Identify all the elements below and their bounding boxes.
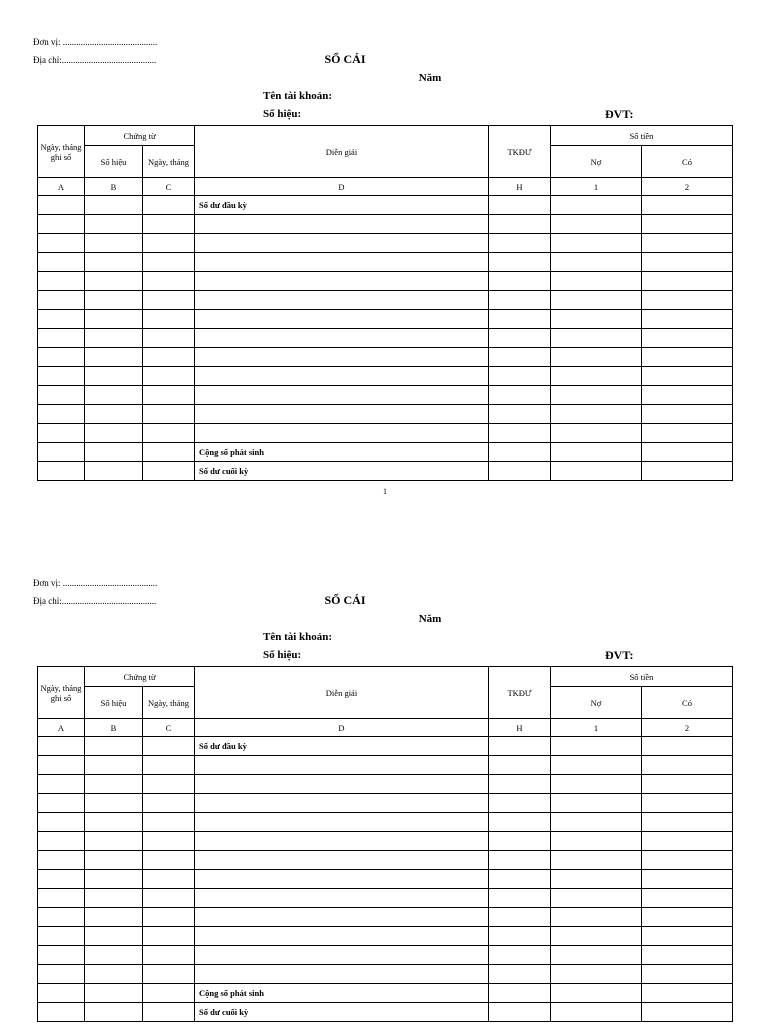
table-cell xyxy=(143,984,195,1003)
table-row xyxy=(38,851,733,870)
address-label: Địa chỉ:.......................................... xyxy=(33,596,157,606)
table-cell xyxy=(489,832,551,851)
table-cell xyxy=(642,965,733,984)
table-cell xyxy=(489,310,551,329)
table-cell xyxy=(642,234,733,253)
table-cell xyxy=(642,348,733,367)
table-cell xyxy=(85,386,143,405)
table-cell xyxy=(489,367,551,386)
header-chung-tu: Chứng từ xyxy=(85,667,195,687)
table-cell xyxy=(38,984,85,1003)
table-cell xyxy=(38,927,85,946)
table-cell xyxy=(551,253,642,272)
table-cell xyxy=(143,234,195,253)
header-ngay-ghi-so: Ngày, tháng ghi sổ xyxy=(38,667,85,719)
table-cell xyxy=(642,946,733,965)
table-cell xyxy=(642,291,733,310)
table-row xyxy=(38,272,733,291)
header-tkdu: TKĐƯ xyxy=(489,126,551,178)
table-cell xyxy=(85,737,143,756)
table-cell xyxy=(38,443,85,462)
table-cell xyxy=(551,386,642,405)
table-cell xyxy=(143,310,195,329)
page-number: 1 xyxy=(383,487,387,496)
table-row xyxy=(38,870,733,889)
table-cell xyxy=(38,462,85,481)
table-cell xyxy=(489,965,551,984)
table-cell xyxy=(642,405,733,424)
table-row xyxy=(38,234,733,253)
account-number-label: Số hiệu: xyxy=(263,649,302,661)
header-so-tien: Số tiền xyxy=(551,126,733,146)
table-cell xyxy=(38,329,85,348)
table-cell xyxy=(489,405,551,424)
table-cell xyxy=(551,348,642,367)
table-cell xyxy=(38,965,85,984)
table-cell xyxy=(642,813,733,832)
table-cell xyxy=(195,775,489,794)
table-cell xyxy=(143,889,195,908)
table-cell xyxy=(489,348,551,367)
table-cell xyxy=(85,813,143,832)
table-cell xyxy=(195,965,489,984)
table-cell xyxy=(489,908,551,927)
table-cell xyxy=(38,756,85,775)
table-cell xyxy=(551,908,642,927)
table-cell xyxy=(489,253,551,272)
table-cell xyxy=(143,756,195,775)
table-cell xyxy=(551,737,642,756)
header-ngay-thang: Ngày, tháng xyxy=(143,687,195,719)
table-cell xyxy=(642,870,733,889)
table-cell xyxy=(38,908,85,927)
table-cell xyxy=(85,832,143,851)
table-cell xyxy=(551,405,642,424)
table-cell xyxy=(489,1003,551,1022)
table-cell xyxy=(195,272,489,291)
table-cell xyxy=(551,832,642,851)
table-cell xyxy=(85,870,143,889)
table-cell xyxy=(551,234,642,253)
column-code: 1 xyxy=(551,719,642,737)
table-cell xyxy=(642,253,733,272)
opening-balance-row xyxy=(38,737,733,756)
table-cell xyxy=(642,984,733,1003)
table-row xyxy=(38,756,733,775)
table-cell xyxy=(642,756,733,775)
year-label: Năm xyxy=(418,72,442,84)
table-row xyxy=(38,215,733,234)
row-label: Cộng số phát sinh xyxy=(195,443,489,462)
table-row xyxy=(38,367,733,386)
table-cell xyxy=(38,367,85,386)
table-cell xyxy=(195,215,489,234)
table-row xyxy=(38,965,733,984)
table-cell xyxy=(551,927,642,946)
total-movement-row xyxy=(38,984,733,1003)
table-cell xyxy=(143,737,195,756)
table-cell xyxy=(143,927,195,946)
table-cell xyxy=(551,272,642,291)
table-cell xyxy=(195,889,489,908)
table-cell xyxy=(551,329,642,348)
table-cell xyxy=(489,794,551,813)
header-ngay-thang: Ngày, tháng xyxy=(143,146,195,178)
table-cell xyxy=(489,984,551,1003)
table-cell xyxy=(143,443,195,462)
table-row xyxy=(38,253,733,272)
table-cell xyxy=(195,908,489,927)
total-movement-row xyxy=(38,443,733,462)
table-cell xyxy=(38,291,85,310)
table-cell xyxy=(143,946,195,965)
table-cell xyxy=(38,813,85,832)
table-cell xyxy=(489,196,551,215)
table-cell xyxy=(642,1003,733,1022)
table-cell xyxy=(195,756,489,775)
table-row xyxy=(38,405,733,424)
table-cell xyxy=(85,851,143,870)
table-cell xyxy=(85,946,143,965)
table-cell xyxy=(195,291,489,310)
table-cell xyxy=(143,462,195,481)
closing-balance-row xyxy=(38,462,733,481)
table-cell xyxy=(85,775,143,794)
header-chung-tu: Chứng từ xyxy=(85,126,195,146)
unit-label: Đơn vị: .......................................... xyxy=(33,37,158,47)
table-cell xyxy=(85,272,143,291)
table-cell xyxy=(143,851,195,870)
table-cell xyxy=(195,927,489,946)
table-cell xyxy=(85,215,143,234)
table-cell xyxy=(551,310,642,329)
table-cell xyxy=(38,234,85,253)
year-label: Năm xyxy=(418,613,442,625)
header-so-hieu: Số hiệu xyxy=(85,146,143,178)
table-row xyxy=(38,813,733,832)
header-tkdu: TKĐƯ xyxy=(489,667,551,719)
row-label: Số dư cuối kỳ xyxy=(195,462,489,481)
table-cell xyxy=(38,196,85,215)
table-cell xyxy=(489,272,551,291)
table-cell xyxy=(38,215,85,234)
header-co: Có xyxy=(642,687,733,719)
table-cell xyxy=(143,329,195,348)
table-cell xyxy=(551,775,642,794)
table-cell xyxy=(551,870,642,889)
table-cell xyxy=(551,946,642,965)
table-row xyxy=(38,927,733,946)
table-cell xyxy=(143,908,195,927)
table-cell xyxy=(85,348,143,367)
column-code: A xyxy=(38,178,85,196)
table-cell xyxy=(85,984,143,1003)
table-row xyxy=(38,291,733,310)
opening-balance-row xyxy=(38,196,733,215)
table-cell xyxy=(143,196,195,215)
table-cell xyxy=(489,889,551,908)
table-cell xyxy=(551,462,642,481)
table-cell xyxy=(143,424,195,443)
table-cell xyxy=(489,737,551,756)
table-cell xyxy=(38,832,85,851)
table-row xyxy=(38,329,733,348)
column-code: D xyxy=(195,178,489,196)
table-cell xyxy=(195,386,489,405)
table-cell xyxy=(551,813,642,832)
column-code: C xyxy=(143,178,195,196)
table-cell xyxy=(143,348,195,367)
table-cell xyxy=(642,927,733,946)
table-row xyxy=(38,310,733,329)
table-cell xyxy=(551,851,642,870)
table-cell xyxy=(642,215,733,234)
column-code: H xyxy=(489,719,551,737)
table-cell xyxy=(143,775,195,794)
table-cell xyxy=(642,832,733,851)
table-cell xyxy=(195,832,489,851)
table-cell xyxy=(551,196,642,215)
table-cell xyxy=(642,386,733,405)
table-cell xyxy=(85,329,143,348)
column-code: D xyxy=(195,719,489,737)
ledger-table xyxy=(37,666,733,1022)
table-cell xyxy=(85,291,143,310)
table-cell xyxy=(38,1003,85,1022)
table-cell xyxy=(642,443,733,462)
table-cell xyxy=(85,253,143,272)
table-cell xyxy=(143,813,195,832)
row-label: Cộng số phát sinh xyxy=(195,984,489,1003)
table-cell xyxy=(551,1003,642,1022)
table-cell xyxy=(195,424,489,443)
account-number-label: Số hiệu: xyxy=(263,108,302,120)
table-cell xyxy=(143,272,195,291)
column-code: B xyxy=(85,719,143,737)
table-cell xyxy=(551,965,642,984)
table-cell xyxy=(85,1003,143,1022)
table-cell xyxy=(38,775,85,794)
closing-balance-row xyxy=(38,1003,733,1022)
table-cell xyxy=(551,984,642,1003)
table-row xyxy=(38,775,733,794)
table-cell xyxy=(38,348,85,367)
table-cell xyxy=(642,310,733,329)
table-cell xyxy=(551,443,642,462)
table-row xyxy=(38,348,733,367)
column-code: A xyxy=(38,719,85,737)
header-co: Có xyxy=(642,146,733,178)
column-code: C xyxy=(143,719,195,737)
table-row xyxy=(38,386,733,405)
table-cell xyxy=(38,253,85,272)
table-cell xyxy=(551,424,642,443)
table-cell xyxy=(642,424,733,443)
table-cell xyxy=(642,775,733,794)
table-cell xyxy=(85,927,143,946)
table-cell xyxy=(551,215,642,234)
table-cell xyxy=(38,310,85,329)
header-no: Nợ xyxy=(551,146,642,178)
table-cell xyxy=(489,946,551,965)
table-cell xyxy=(551,291,642,310)
table-cell xyxy=(642,329,733,348)
table-cell xyxy=(551,889,642,908)
table-cell xyxy=(143,832,195,851)
table-row xyxy=(38,794,733,813)
table-row xyxy=(38,889,733,908)
table-cell xyxy=(642,908,733,927)
header-dien-giai: Diễn giải xyxy=(195,126,489,178)
table-cell xyxy=(195,253,489,272)
table-cell xyxy=(195,405,489,424)
table-cell xyxy=(489,215,551,234)
unit-label: Đơn vị: .......................................... xyxy=(33,578,158,588)
table-cell xyxy=(85,756,143,775)
table-cell xyxy=(143,367,195,386)
ledger-title: SỔ CÁI xyxy=(324,52,366,66)
table-cell xyxy=(143,405,195,424)
table-cell xyxy=(551,794,642,813)
table-cell xyxy=(85,424,143,443)
table-cell xyxy=(489,927,551,946)
ledger-title: SỔ CÁI xyxy=(324,593,366,607)
column-code: 2 xyxy=(642,178,733,196)
table-cell xyxy=(642,196,733,215)
table-cell xyxy=(551,367,642,386)
table-cell xyxy=(195,348,489,367)
table-cell xyxy=(642,737,733,756)
table-cell xyxy=(85,965,143,984)
table-cell xyxy=(38,272,85,291)
unit-of-measure-label: ĐVT: xyxy=(605,107,634,121)
table-cell xyxy=(38,946,85,965)
table-row xyxy=(38,832,733,851)
table-cell xyxy=(551,756,642,775)
table-cell xyxy=(642,367,733,386)
row-label: Số dư đầu kỳ xyxy=(195,737,489,756)
table-cell xyxy=(489,234,551,253)
table-cell xyxy=(489,756,551,775)
header-dien-giai: Diễn giải xyxy=(195,667,489,719)
table-row xyxy=(38,908,733,927)
table-cell xyxy=(143,870,195,889)
table-cell xyxy=(38,870,85,889)
column-code: B xyxy=(85,178,143,196)
table-cell xyxy=(489,813,551,832)
column-code: 2 xyxy=(642,719,733,737)
ledger-table xyxy=(37,125,733,481)
table-cell xyxy=(38,424,85,443)
table-cell xyxy=(195,367,489,386)
table-cell xyxy=(85,889,143,908)
header-so-tien: Số tiền xyxy=(551,667,733,687)
table-cell xyxy=(642,794,733,813)
table-cell xyxy=(143,1003,195,1022)
header-no: Nợ xyxy=(551,687,642,719)
table-cell xyxy=(38,405,85,424)
table-cell xyxy=(489,870,551,889)
table-cell xyxy=(38,386,85,405)
table-cell xyxy=(195,813,489,832)
table-cell xyxy=(143,253,195,272)
table-cell xyxy=(85,310,143,329)
table-cell xyxy=(489,291,551,310)
table-cell xyxy=(642,889,733,908)
table-cell xyxy=(85,443,143,462)
table-cell xyxy=(143,794,195,813)
table-cell xyxy=(489,443,551,462)
table-cell xyxy=(85,794,143,813)
column-code: H xyxy=(489,178,551,196)
table-cell xyxy=(85,234,143,253)
table-cell xyxy=(195,946,489,965)
header-ngay-ghi-so: Ngày, tháng ghi sổ xyxy=(38,126,85,178)
table-cell xyxy=(195,870,489,889)
table-cell xyxy=(489,329,551,348)
table-cell xyxy=(195,794,489,813)
table-cell xyxy=(642,272,733,291)
table-row xyxy=(38,946,733,965)
table-cell xyxy=(195,329,489,348)
table-cell xyxy=(143,386,195,405)
table-cell xyxy=(642,462,733,481)
table-cell xyxy=(85,908,143,927)
table-cell xyxy=(85,462,143,481)
table-cell xyxy=(489,386,551,405)
table-cell xyxy=(38,851,85,870)
table-cell xyxy=(143,215,195,234)
column-code: 1 xyxy=(551,178,642,196)
unit-of-measure-label: ĐVT: xyxy=(605,648,634,662)
table-row xyxy=(38,424,733,443)
address-label: Địa chỉ:.......................................... xyxy=(33,55,157,65)
table-cell xyxy=(85,367,143,386)
table-cell xyxy=(143,291,195,310)
table-cell xyxy=(38,737,85,756)
account-name-label: Tên tài khoản: xyxy=(263,631,333,643)
row-label: Số dư cuối kỳ xyxy=(195,1003,489,1022)
table-cell xyxy=(38,794,85,813)
table-cell xyxy=(489,851,551,870)
account-name-label: Tên tài khoản: xyxy=(263,90,333,102)
table-cell xyxy=(489,424,551,443)
row-label: Số dư đầu kỳ xyxy=(195,196,489,215)
table-cell xyxy=(489,775,551,794)
table-cell xyxy=(489,462,551,481)
table-cell xyxy=(195,234,489,253)
table-cell xyxy=(195,310,489,329)
table-cell xyxy=(143,965,195,984)
table-cell xyxy=(195,851,489,870)
table-cell xyxy=(642,851,733,870)
table-cell xyxy=(85,196,143,215)
table-cell xyxy=(85,405,143,424)
header-so-hieu: Số hiệu xyxy=(85,687,143,719)
table-cell xyxy=(38,889,85,908)
